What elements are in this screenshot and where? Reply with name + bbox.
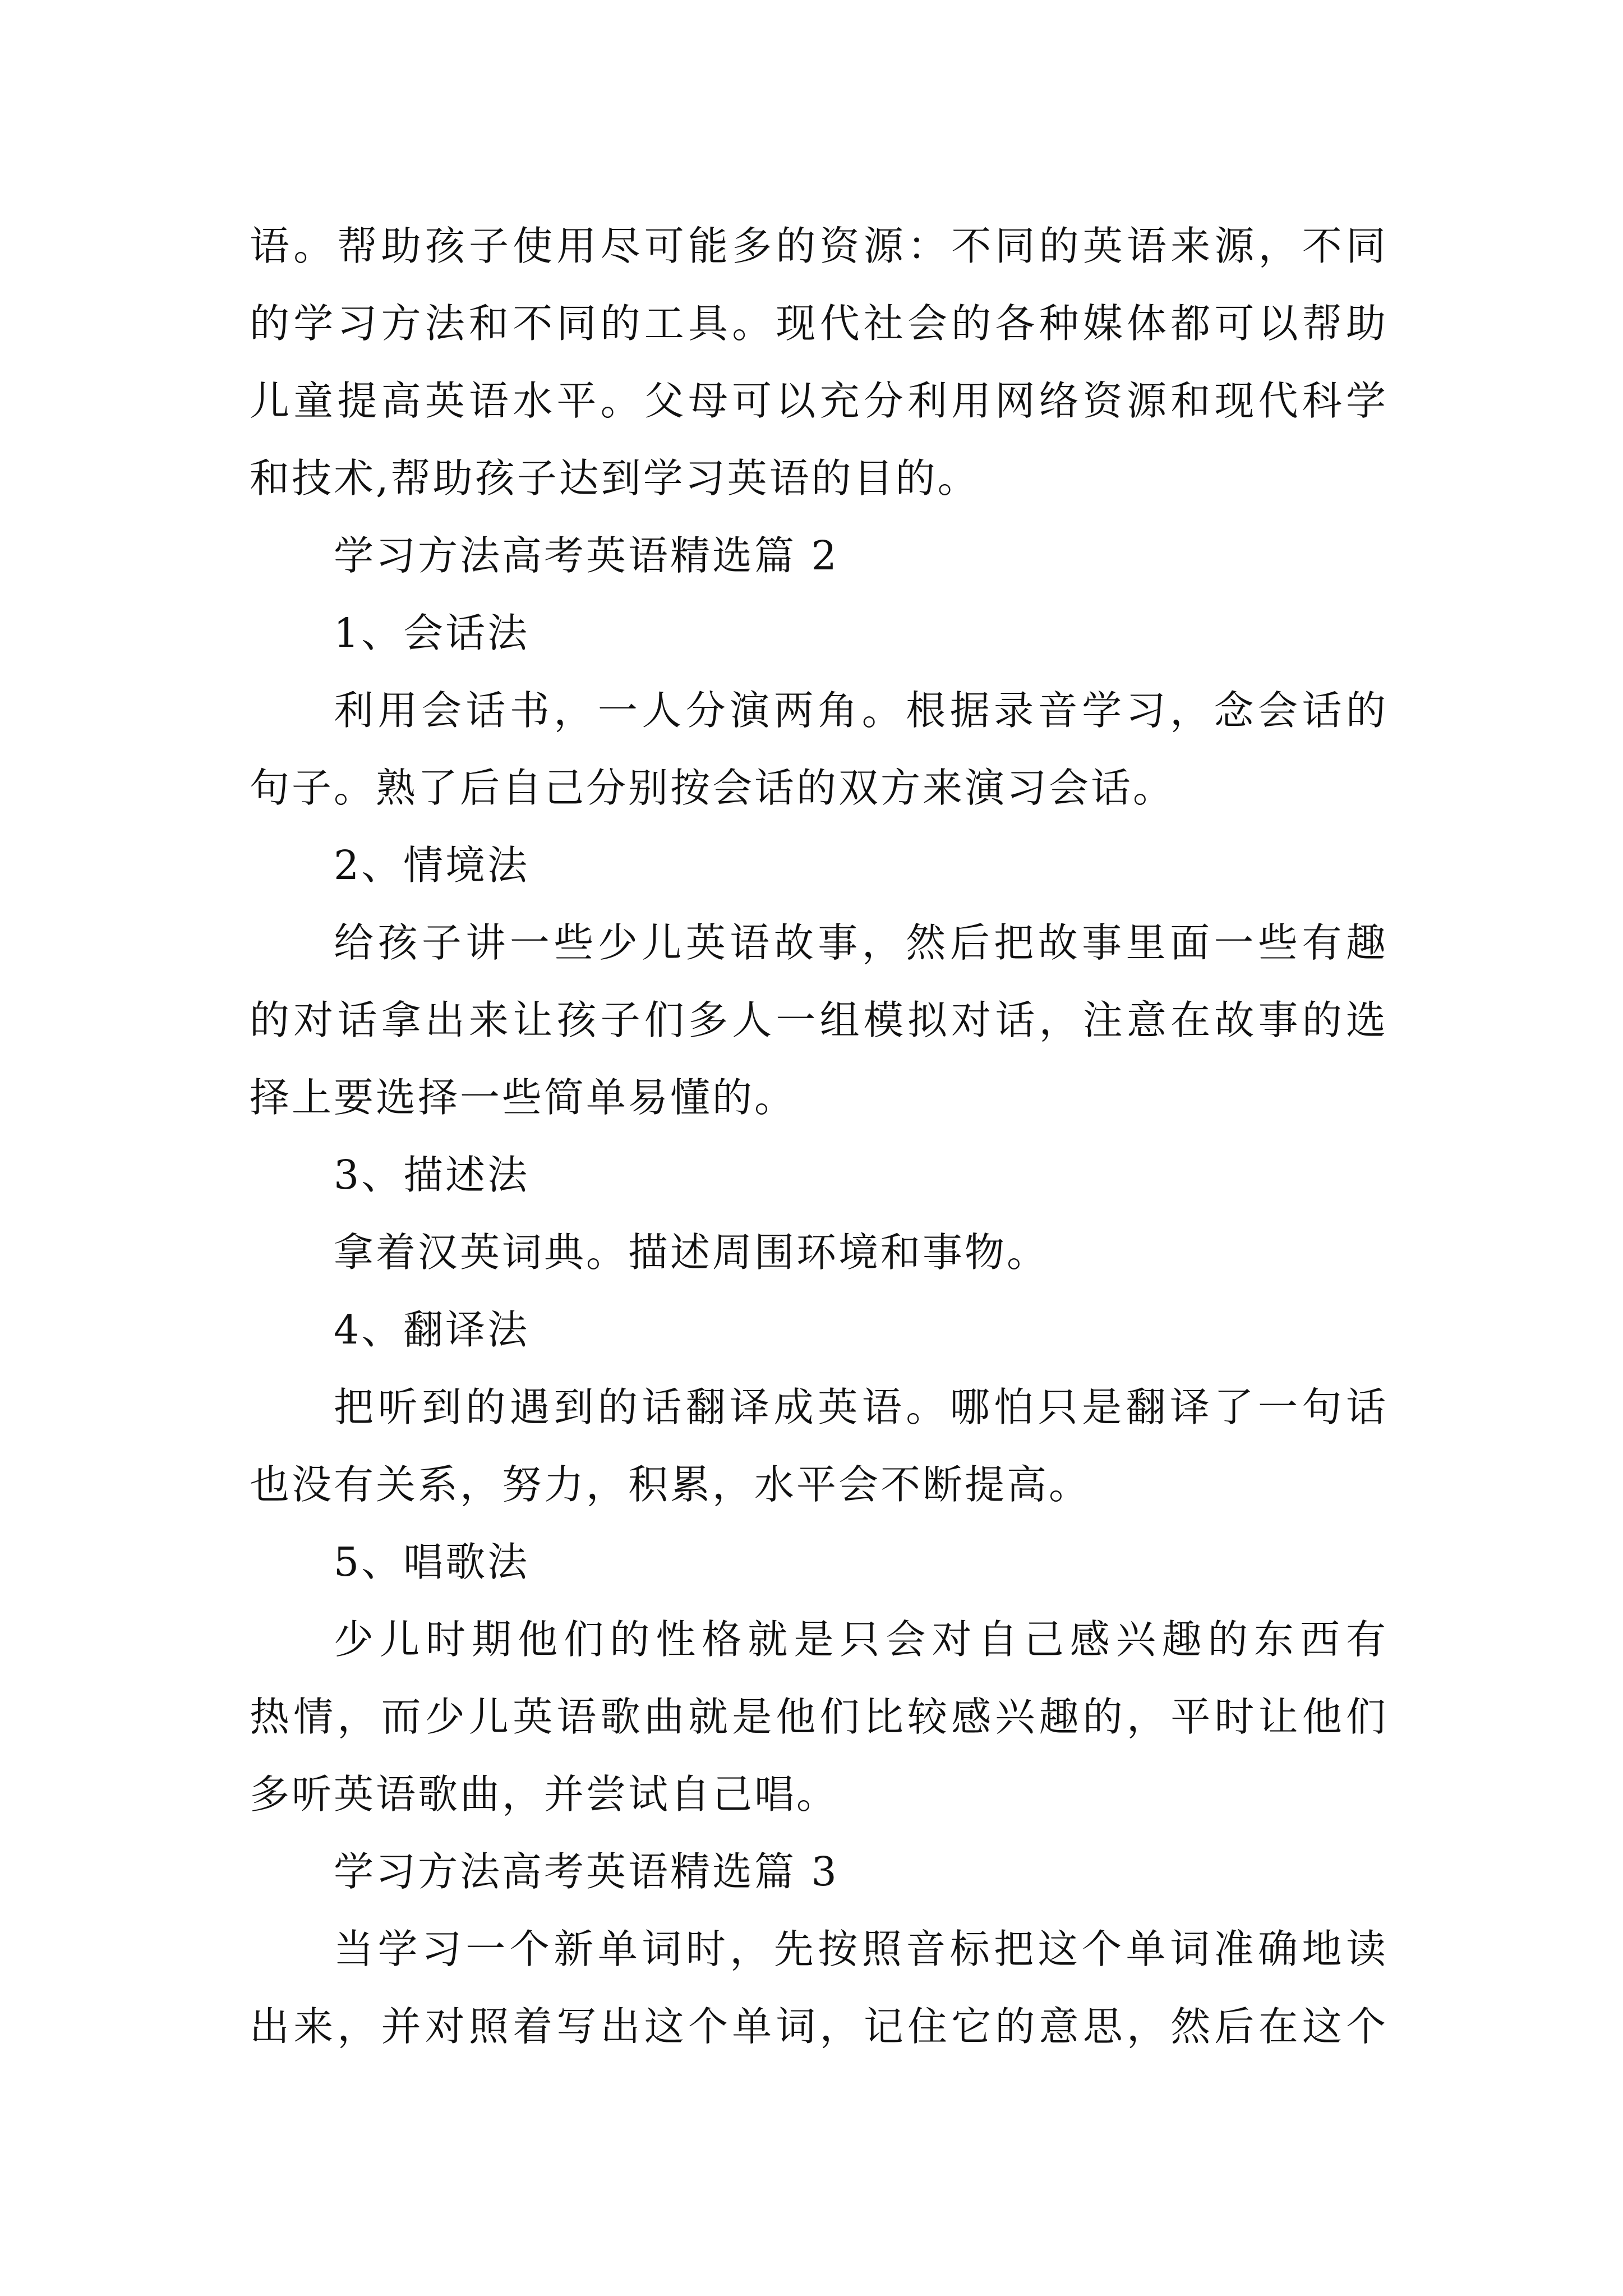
text-line-7: 利用会话书，一人分演两角。根据录音学习，念会话的 [334, 687, 1388, 734]
text-line-12: 择上要选择一些简单易懂的。 [250, 1074, 797, 1121]
text-line-14: 拿着汉英词典。描述周围环境和事物。 [334, 1229, 1049, 1276]
text-line-21: 多听英语歌曲，并尝试自己唱。 [250, 1771, 839, 1818]
text-line-17: 也没有关系，努力，积累，水平会不断提高。 [250, 1461, 1091, 1508]
text-line-3: 儿童提高英语水平。父母可以充分利用网络资源和现代科学 [250, 378, 1388, 424]
text-line-16: 把听到的遇到的话翻译成英语。哪怕只是翻译了一句话 [334, 1384, 1388, 1430]
text-line-23: 当学习一个新单词时，先按照音标把这个单词准确地读 [334, 1926, 1388, 1972]
method-heading-4: 4、翻译法 [334, 1306, 530, 1353]
text-line-19: 少儿时期他们的性格就是只会对自己感兴趣的东西有 [334, 1616, 1388, 1663]
section-heading-3: 学习方法高考英语精选篇 3 [334, 1848, 839, 1895]
method-heading-5: 5、唱歌法 [334, 1539, 530, 1585]
method-heading-2: 2、情境法 [334, 842, 530, 889]
method-heading-3: 3、描述法 [334, 1152, 530, 1198]
text-line-1: 语。帮助孩子使用尽可能多的资源：不同的英语来源，不同 [250, 223, 1388, 269]
text-line-4: 和技术,帮助孩子达到学习英语的目的。 [250, 455, 980, 501]
text-line-11: 的对话拿出来让孩子们多人一组模拟对话，注意在故事的选 [250, 997, 1388, 1043]
text-line-2: 的学习方法和不同的工具。现代社会的各种媒体都可以帮助 [250, 300, 1388, 347]
document-body [250, 208, 1388, 2065]
text-line-10: 给孩子讲一些少儿英语故事，然后把故事里面一些有趣 [334, 919, 1388, 966]
method-heading-1: 1、会话法 [334, 610, 530, 656]
text-line-8: 句子。熟了后自己分别按会话的双方来演习会话。 [250, 765, 1175, 811]
text-line-24: 出来，并对照着写出这个单词，记住它的意思，然后在这个 [250, 2003, 1388, 2050]
section-heading-2: 学习方法高考英语精选篇 2 [334, 532, 839, 579]
text-line-20: 热情，而少儿英语歌曲就是他们比较感兴趣的，平时让他们 [250, 1694, 1388, 1740]
